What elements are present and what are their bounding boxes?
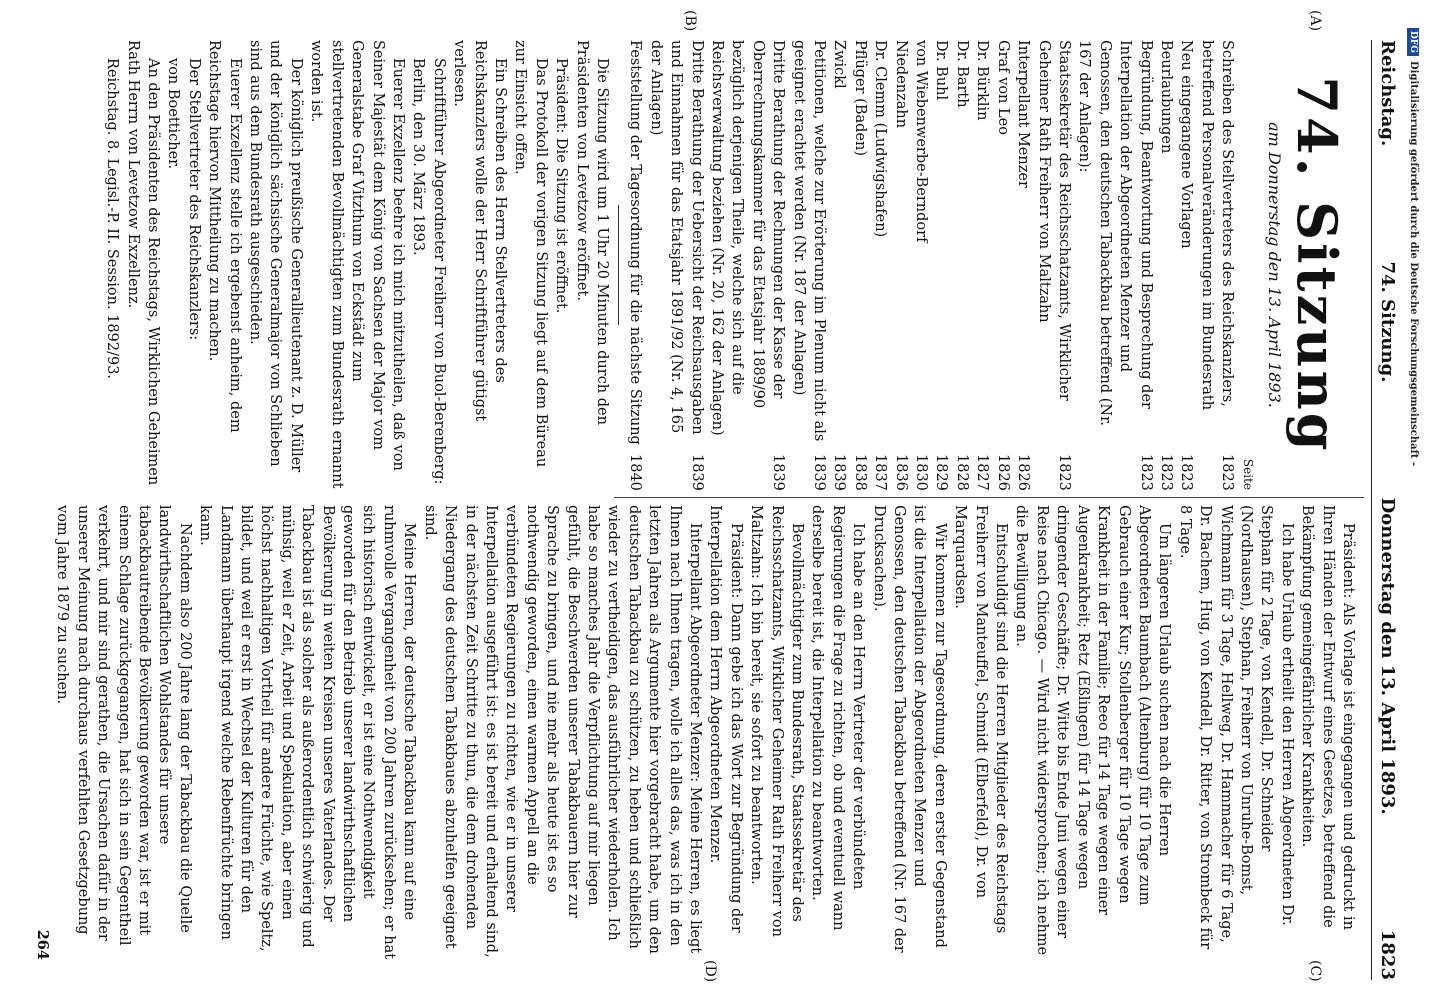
body-paragraph: Berlin, den 30. März 1893.: [410, 58, 427, 256]
toc-entry: Niedenzahn: [892, 40, 909, 129]
toc-row: [849, 40, 869, 490]
page-header: [1368, 40, 1408, 980]
section-rule: [618, 205, 619, 325]
body-paragraph: Um längeren Urlaub suchen nach die Herren Abgeordneten Baumbach (Altenburg) für 10 Tage zum Gebrauch einer Kur; Stollenberger für 10 Tage wegen Krankheit in der Familie; Reeo für 14 Tage wegen einer Augenkrankheit; Retz (Eßlingen) für 14 Tage wegen dringender Geschäfte; Dr. Witte bis Ende Juni wegen einer Reise nach Chicago. — Wird nicht widersprochen; ich nehme die Bewilligung an.: [1013, 505, 1173, 956]
opening-paragraph: Die Sitzung wird um 1 Uhr 20 Minuten durch den Präsidenten von Levetzow eröffnet.: [573, 40, 610, 425]
toc-row: [870, 40, 890, 490]
toc-row: [829, 40, 849, 490]
toc-entry: Beurlaubungen: [1157, 40, 1174, 154]
toc-page: 1829: [933, 454, 950, 491]
toc-entry: Dr. Bürklin: [974, 40, 991, 121]
left-body: [102, 40, 571, 490]
toc-row: [952, 40, 972, 490]
toc-entry: Staatssekretär des Reichsschatzamts, Wirklicher Geheimer Rath Freiherr von Maltzahn: [1035, 40, 1072, 401]
body-paragraph: Der königlich preußische Generallieutenant z. D. Müller und der königlich sächsische Generalmajor von Schlieben sind aus dem Bundesrath ausgeschieden.: [247, 40, 304, 473]
toc-row: [992, 40, 1012, 490]
toc-entry: Dr. Barth: [953, 40, 970, 108]
body-paragraph: Euerer Exzellenz stelle ich ergebenst anheim, dem Reichstage hiervon Mittheilung zu machen.: [206, 40, 243, 433]
toc-page: 1839: [770, 454, 787, 491]
dfg-watermark: [1407, 28, 1426, 466]
toc-seite-label: Seite: [1240, 458, 1255, 490]
body-paragraph: Euerer Exzellenz beehre ich mich mitzutheilen, daß von Seiner Majestät dem König von Sachsen der Major vom Generalstabe Graf Vitzthum von Eckstädt zum stellvertretenden Bevollmächtigten zum Bundesrath ernannt worden ist.: [308, 40, 406, 489]
toc-page: 1839: [811, 454, 828, 491]
margin-marker-b: (B): [682, 10, 698, 32]
body-paragraph: Reichstag. 8. Legisl.-P. II. Session. 1892/93.: [104, 58, 121, 380]
toc-row: [625, 40, 645, 490]
toc-row: [1074, 40, 1156, 490]
toc-row: [1013, 40, 1033, 490]
toc-page: 1839: [688, 454, 705, 491]
toc-entry: Dritte Berathung der Rechnungen der Kasse der Oberrechnungskammer für das Etatsjahr 1889/90 bezüglich derjenigen Theile, welche sich auf die Reichsverwaltung beziehen (Nr. 20, 162 der Anlagen): [709, 40, 787, 436]
toc-row: [972, 40, 992, 490]
toc-row: [645, 40, 706, 490]
margin-marker-c: (C): [1307, 960, 1323, 982]
body-paragraph: Präsident: Dann gebe ich das Wort zur Begründung der Interpellation dem Herrn Abgeordneten Menzer.: [707, 505, 744, 933]
toc-page: 1828: [953, 454, 970, 491]
dfg-text: Digitalisierung gefördert durch die Deutsche Forschungsgemeinschaft -: [1408, 60, 1419, 467]
toc-page: 1838: [851, 454, 868, 491]
right-column: [32, 505, 1358, 960]
body-paragraph: Interpellant Abgeordneter Menzer: Meine Herren, es liegt Ihnen nach Ihnen tragen, wolle ich alles das, was ich in den letzten Jahren als Argumente hier vorgebracht habe, um den deutschen Tabackbau zu schützen, zu heben und schließlich wieder zu vertheidigen, das ausführlicher wiederholen. Ich habe so manches Jahr die Verpflichtung auf mir liegen gefühlt, die Beschwerden unserer Tabakbauern hier zur Sprache zu bringen, und nie mehr als heute ist es so nothwendig geworden, einen warmen Appell an die verbündeten Regierungen zu richten, wie er in unserer Interpellation ausgeführt ist: es ist bereit und erhaltend sind, in der nächsten Zeit Schritte zu thun, die dem drohenden Niedergang des deutschen Tabakbaues abzuhelfen geeignet sind.: [421, 505, 703, 958]
toc-entry: Dritte Berathung der Uebersicht der Reichsausgaben und Einnahmen für das Etatsjahr 1891/92 (Nr. 4, 165 der Anlagen): [647, 40, 705, 435]
toc-page: 1826: [1015, 454, 1032, 491]
body-paragraph: Schriftführer Abgeordneter Freiherr von Buol-Berenberg:: [430, 58, 447, 485]
toc-entry: Feststellung der Tagesordnung für die nächste Sitzung: [627, 40, 644, 445]
toc-page: 1823: [1219, 454, 1236, 491]
toc-row: [707, 40, 789, 490]
body-paragraph: Wir kommen zur Tagesordnung, deren erster Gegenstand ist die Interpellation der Abgeordneten Menzer und Genossen, den deutschen Tabackbau betreffend (Nr. 167 der Drucksachen).: [870, 505, 948, 953]
toc-row: [1156, 40, 1176, 490]
right-body: [52, 505, 1358, 960]
body-paragraph: Präsident: Die Sitzung ist eröffnet.: [553, 58, 570, 314]
table-of-contents: [625, 40, 1237, 490]
body-paragraph: von Boetticher.: [165, 58, 182, 170]
toc-row: [911, 40, 931, 490]
body-paragraph: An den Präsidenten des Reichstags, Wirklichen Geheimen Rath Herrn von Levetzow Exzellenz.: [124, 40, 162, 486]
header-page-number: 1823: [1377, 929, 1399, 980]
body-paragraph: Ein Schreiben des Herrn Stellvertreters des Reichskanzlers wolle der Herr Schriftführer gütigst verlesen.: [451, 40, 508, 422]
toc-page: 1823: [1055, 454, 1072, 491]
body-paragraph: Präsident: Als Vorlage ist eingegangen und gedruckt in Ihren Händen der Entwurf eines Gesetzes, betreffend die Bekämpfung gemeingefährlicher Krankheiten.: [1299, 505, 1356, 930]
toc-entry: Graf von Leo: [994, 40, 1011, 135]
body-paragraph: Das Protokoll der vorigen Sitzung liegt auf dem Büreau zur Einsicht offen.: [512, 40, 549, 468]
header-left: Reichstag.: [1377, 40, 1399, 147]
toc-entry: Dr. Buhl: [933, 40, 950, 101]
left-column: [102, 40, 1358, 490]
toc-entry: Pflüger (Baden): [851, 40, 868, 156]
margin-marker-d: (D): [702, 960, 718, 983]
header-session: 74. Sitzung.: [1377, 261, 1399, 383]
toc-page: 1830: [913, 454, 930, 491]
toc-page: 1823: [1178, 454, 1195, 491]
body-paragraph: Der Stellvertreter des Reichskanzlers:: [185, 58, 202, 341]
toc-row: [788, 40, 829, 490]
toc-entry: Dr. Clemm (Ludwigshafen): [872, 40, 889, 238]
toc-row: [1033, 40, 1074, 490]
toc-row: [1196, 40, 1237, 490]
toc-row: [890, 40, 910, 490]
toc-entry: von Wiebenwerbe-Berndorf: [913, 40, 930, 243]
toc-row: [931, 40, 951, 490]
toc-entry: Zwickl: [831, 40, 848, 89]
session-subtitle: am Donnerstag den 13. April 1893.: [1265, 122, 1284, 408]
body-paragraph: Nachdem also 200 Jahre lang der Tabackbau die Quelle landwirthschaftlichen Wohlstandes für unsere tabackbautreibende Bevölkerung geworden war, ist er mit einem Schlage zurückgegangen, hat sich in sein Gegentheil verkehrt, und mir sind gerathen, die Ursachen dafür in der unserer Meinung nach durchaus verfehlten Gesetzgebung vom Jahre 1879 zu suchen.: [54, 505, 193, 946]
toc-entry: Interpellant Menzer: [1015, 40, 1032, 188]
dfg-badge: DFG: [1407, 28, 1419, 56]
toc-row: [1176, 40, 1196, 490]
body-paragraph: Bevollmächtigter zum Bundesrath, Staatssekretär des Reichsschatzamts, Wirklicher Geheimer Rath Freiherr von Maltzahn: Ich bin bereit, sie sofort zu beantworten.: [748, 505, 806, 937]
body-paragraph: Ich habe Urlaub ertheilt den Herren Abgeordneten Dr. Stephan für 2 Tage, von Kendell, Dr. Schneider (Nordhausen), Stephan, Freiherr von Unruhe-Bomst, Wichmann für 3 Tage, Hellweg, Dr. Hammacher für 6 Tage, Dr. Bachem, Hug, von Kendell, Dr. Ritter, von Strombeck für 8 Tage.: [1176, 505, 1295, 950]
toc-entry: Petitionen, welche zur Erörterung im Plenum nicht als geeignet erachtet werden (Nr. 187 der Anlagen): [790, 40, 828, 442]
toc-page: 1839: [831, 454, 848, 491]
toc-page: 1840: [627, 454, 644, 491]
margin-marker-a: (A): [1307, 10, 1323, 32]
header-rule: [1371, 40, 1372, 980]
toc-page: 1837: [872, 454, 889, 491]
body-paragraph: Ich habe an den Herrn Vertreter der verbündeten Regierungen die Frage zu richten, ob und eventuell wann derselbe bereit ist, die Interpellation zu beantworten.: [809, 505, 867, 931]
session-title: 74. Sitzung: [1285, 76, 1349, 454]
toc-entry: Schreiben des Stellvertreters des Reichskanzlers, betreffend Personalveränderungen im Bundesrath: [1198, 40, 1236, 411]
toc-page: 1827: [974, 454, 991, 491]
column-divider: [614, 497, 1364, 498]
toc-page: 1823: [1157, 454, 1174, 491]
body-paragraph: Entschuldigt sind die Herren Mitglieder des Reichstags Freiherr von Manteuffel, Schmidt (Elberfeld), Dr. von Marquardsen.: [952, 505, 1010, 934]
folio-number: 264: [34, 929, 51, 960]
toc-page: 1823: [1137, 454, 1154, 491]
header-date: Donnerstag den 13. April 1893.: [1377, 497, 1399, 815]
toc-page: 1826: [994, 454, 1011, 491]
body-paragraph: Meine Herren, der deutsche Tabackbau kann auf eine ruhmvolle Vergangenheit von 200 Jahren zurücksehen; er hat sich historisch entwickelt, er ist eine Nothwendigkeit geworden für den Betrieb unserer landwirthschaftlichen Bevölkerung in weiten Kreisen unseres Vaterlandes. Der Tabackbau ist als solcher als außerordentlich schwierig und mühsig, weil er Zeit, Arbeit und Spekulation, aber einen höchst nachhaltigen Vortheil für andere Früchte, wie Speltz, bildet, und weil er erst in Wechsel der Kulturen für den Landmann überhaupt irgend welche Rebenfrüchte bringen kann.: [197, 505, 418, 960]
toc-entry: Begründung, Beantwortung und Besprechung der Interpellation der Abgeordneten Menzer und Genossen, den deutschen Tabackbau betreffend (Nr. 167 der Anlagen):: [1076, 40, 1154, 427]
toc-page: 1836: [892, 454, 909, 491]
toc-entry: Neu eingegangene Vorlagen: [1178, 40, 1195, 249]
